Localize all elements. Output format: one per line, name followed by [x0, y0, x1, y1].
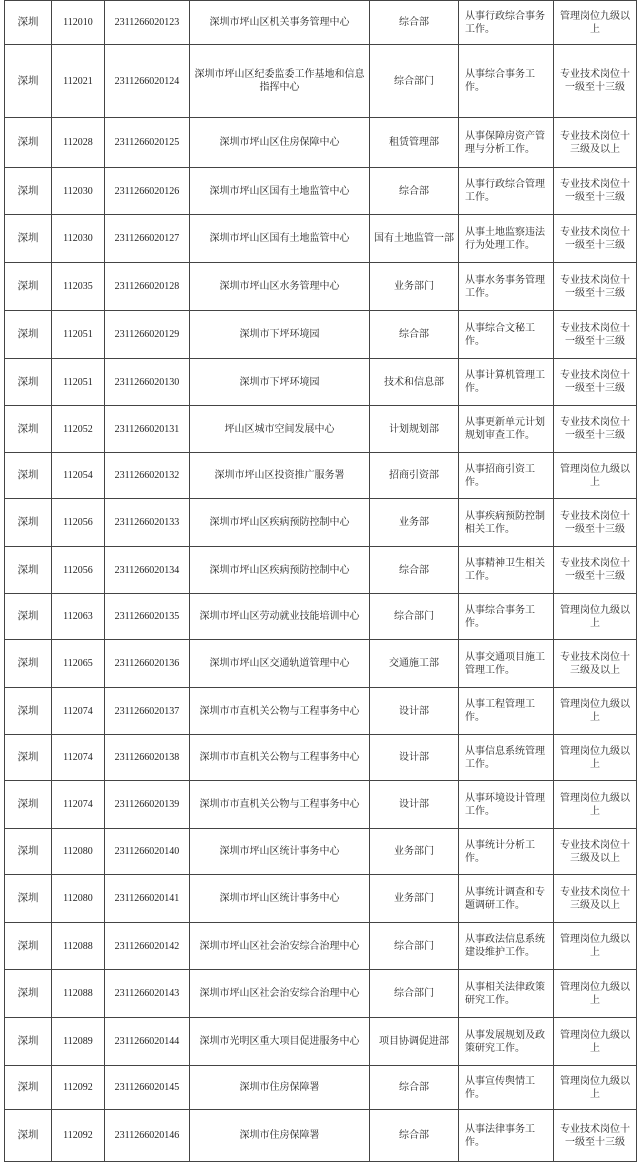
- level-cell: 专业技术岗位十一级至十三级: [554, 45, 637, 118]
- department-cell: 招商引资部: [370, 453, 459, 499]
- table-row: [5, 829, 637, 875]
- unit-code-cell: 112051: [52, 311, 105, 359]
- duty-cell: 从事法律事务工作。: [459, 1110, 554, 1162]
- department-cell: 项目协调促进部: [370, 1018, 459, 1066]
- position-code-cell: 2311266020144: [105, 1018, 190, 1066]
- position-code-cell: 2311266020133: [105, 499, 190, 547]
- unit-name-cell: 深圳市坪山区纪委监委工作基地和信息指挥中心: [190, 45, 370, 118]
- duty-cell: 从事计算机管理工作。: [459, 359, 554, 406]
- position-code-cell: 2311266020124: [105, 45, 190, 118]
- position-code-cell: 2311266020137: [105, 688, 190, 735]
- table-row: [5, 45, 637, 118]
- unit-name-cell: 深圳市坪山区疾病预防控制中心: [190, 547, 370, 594]
- position-code-cell: 2311266020141: [105, 875, 190, 923]
- table-row: [5, 311, 637, 359]
- level-cell: 管理岗位九级以上: [554, 594, 637, 640]
- unit-name-cell: 深圳市坪山区国有土地监管中心: [190, 168, 370, 215]
- unit-code-cell: 112074: [52, 735, 105, 781]
- table-row: [5, 923, 637, 970]
- duty-cell: 从事环境设计管理工作。: [459, 781, 554, 829]
- duty-cell: 从事疾病预防控制相关工作。: [459, 499, 554, 547]
- department-cell: 业务部门: [370, 829, 459, 875]
- unit-code-cell: 112074: [52, 781, 105, 829]
- duty-cell: 从事招商引资工作。: [459, 453, 554, 499]
- department-cell: 综合部门: [370, 923, 459, 970]
- position-code-cell: 2311266020135: [105, 594, 190, 640]
- unit-code-cell: 112056: [52, 547, 105, 594]
- city-cell: 深圳: [5, 970, 52, 1018]
- department-cell: 综合部: [370, 547, 459, 594]
- table-row: [5, 735, 637, 781]
- position-code-cell: 2311266020128: [105, 263, 190, 311]
- unit-name-cell: 深圳市坪山区社会治安综合治理中心: [190, 923, 370, 970]
- department-cell: 技术和信息部: [370, 359, 459, 406]
- unit-code-cell: 112080: [52, 829, 105, 875]
- position-code-cell: 2311266020130: [105, 359, 190, 406]
- unit-code-cell: 112030: [52, 168, 105, 215]
- unit-code-cell: 112021: [52, 45, 105, 118]
- unit-name-cell: 深圳市坪山区投资推广服务署: [190, 453, 370, 499]
- duty-cell: 从事行政综合事务工作。: [459, 1, 554, 45]
- table-row: [5, 875, 637, 923]
- department-cell: 综合部门: [370, 970, 459, 1018]
- city-cell: 深圳: [5, 829, 52, 875]
- table-row: [5, 781, 637, 829]
- table-row: [5, 547, 637, 594]
- position-code-cell: 2311266020131: [105, 406, 190, 453]
- unit-code-cell: 112065: [52, 640, 105, 688]
- unit-code-cell: 112054: [52, 453, 105, 499]
- duty-cell: 从事行政综合管理工作。: [459, 168, 554, 215]
- duty-cell: 从事保障房资产管理与分析工作。: [459, 118, 554, 168]
- city-cell: 深圳: [5, 406, 52, 453]
- department-cell: 交通施工部: [370, 640, 459, 688]
- unit-code-cell: 112056: [52, 499, 105, 547]
- unit-name-cell: 深圳市坪山区社会治安综合治理中心: [190, 970, 370, 1018]
- unit-code-cell: 112092: [52, 1110, 105, 1162]
- position-code-cell: 2311266020143: [105, 970, 190, 1018]
- unit-name-cell: 深圳市住房保障署: [190, 1066, 370, 1110]
- level-cell: 管理岗位九级以上: [554, 781, 637, 829]
- unit-name-cell: 深圳市下坪环境园: [190, 311, 370, 359]
- position-code-cell: 2311266020138: [105, 735, 190, 781]
- department-cell: 业务部: [370, 499, 459, 547]
- city-cell: 深圳: [5, 640, 52, 688]
- duty-cell: 从事交通项目施工管理工作。: [459, 640, 554, 688]
- unit-name-cell: 深圳市下坪环境园: [190, 359, 370, 406]
- city-cell: 深圳: [5, 215, 52, 263]
- level-cell: 管理岗位九级以上: [554, 1066, 637, 1110]
- unit-name-cell: 深圳市坪山区水务管理中心: [190, 263, 370, 311]
- position-code-cell: 2311266020146: [105, 1110, 190, 1162]
- unit-name-cell: 深圳市市直机关公物与工程事务中心: [190, 781, 370, 829]
- unit-name-cell: 深圳市坪山区劳动就业技能培训中心: [190, 594, 370, 640]
- unit-code-cell: 112063: [52, 594, 105, 640]
- level-cell: 专业技术岗位十一级至十三级: [554, 168, 637, 215]
- level-cell: 专业技术岗位十一级至十三级: [554, 311, 637, 359]
- level-cell: 管理岗位九级以上: [554, 970, 637, 1018]
- position-code-cell: 2311266020136: [105, 640, 190, 688]
- department-cell: 综合部门: [370, 594, 459, 640]
- city-cell: 深圳: [5, 1018, 52, 1066]
- table-row: [5, 263, 637, 311]
- level-cell: 管理岗位九级以上: [554, 923, 637, 970]
- department-cell: 综合部: [370, 311, 459, 359]
- table-row: [5, 970, 637, 1018]
- table-body: [5, 1, 637, 1162]
- city-cell: 深圳: [5, 499, 52, 547]
- unit-code-cell: 112051: [52, 359, 105, 406]
- table-row: [5, 1, 637, 45]
- level-cell: 专业技术岗位十一级至十三级: [554, 406, 637, 453]
- position-code-cell: 2311266020140: [105, 829, 190, 875]
- department-cell: 设计部: [370, 735, 459, 781]
- city-cell: 深圳: [5, 311, 52, 359]
- table-row: [5, 168, 637, 215]
- level-cell: 专业技术岗位十三级及以上: [554, 640, 637, 688]
- level-cell: 专业技术岗位十一级至十三级: [554, 359, 637, 406]
- positions-table: [4, 0, 637, 1162]
- position-code-cell: 2311266020127: [105, 215, 190, 263]
- table-row: [5, 594, 637, 640]
- department-cell: 综合部: [370, 1, 459, 45]
- duty-cell: 从事统计分析工作。: [459, 829, 554, 875]
- duty-cell: 从事工程管理工作。: [459, 688, 554, 735]
- duty-cell: 从事综合事务工作。: [459, 594, 554, 640]
- level-cell: 专业技术岗位十三级及以上: [554, 118, 637, 168]
- unit-name-cell: 深圳市市直机关公物与工程事务中心: [190, 688, 370, 735]
- unit-name-cell: 深圳市坪山区统计事务中心: [190, 829, 370, 875]
- department-cell: 计划规划部: [370, 406, 459, 453]
- duty-cell: 从事政法信息系统建设维护工作。: [459, 923, 554, 970]
- unit-name-cell: 深圳市坪山区机关事务管理中心: [190, 1, 370, 45]
- unit-code-cell: 112035: [52, 263, 105, 311]
- duty-cell: 从事宣传舆情工作。: [459, 1066, 554, 1110]
- position-code-cell: 2311266020145: [105, 1066, 190, 1110]
- position-code-cell: 2311266020126: [105, 168, 190, 215]
- city-cell: 深圳: [5, 118, 52, 168]
- level-cell: 专业技术岗位十一级至十三级: [554, 499, 637, 547]
- table-row: [5, 1066, 637, 1110]
- city-cell: 深圳: [5, 168, 52, 215]
- unit-name-cell: 深圳市坪山区交通轨道管理中心: [190, 640, 370, 688]
- duty-cell: 从事土地监察违法行为处理工作。: [459, 215, 554, 263]
- unit-code-cell: 112088: [52, 923, 105, 970]
- duty-cell: 从事统计调查和专题调研工作。: [459, 875, 554, 923]
- level-cell: 管理岗位九级以上: [554, 453, 637, 499]
- unit-name-cell: 深圳市住房保障署: [190, 1110, 370, 1162]
- city-cell: 深圳: [5, 688, 52, 735]
- table-row: [5, 215, 637, 263]
- unit-code-cell: 112074: [52, 688, 105, 735]
- duty-cell: 从事精神卫生相关工作。: [459, 547, 554, 594]
- city-cell: 深圳: [5, 263, 52, 311]
- position-code-cell: 2311266020139: [105, 781, 190, 829]
- unit-code-cell: 112092: [52, 1066, 105, 1110]
- city-cell: 深圳: [5, 359, 52, 406]
- department-cell: 设计部: [370, 781, 459, 829]
- table-row: [5, 118, 637, 168]
- duty-cell: 从事信息系统管理工作。: [459, 735, 554, 781]
- unit-name-cell: 深圳市坪山区疾病预防控制中心: [190, 499, 370, 547]
- duty-cell: 从事发展规划及政策研究工作。: [459, 1018, 554, 1066]
- level-cell: 管理岗位九级以上: [554, 1018, 637, 1066]
- unit-code-cell: 112088: [52, 970, 105, 1018]
- department-cell: 业务部门: [370, 875, 459, 923]
- duty-cell: 从事更新单元计划规划审查工作。: [459, 406, 554, 453]
- city-cell: 深圳: [5, 735, 52, 781]
- level-cell: 专业技术岗位十一级至十三级: [554, 1110, 637, 1162]
- position-code-cell: 2311266020129: [105, 311, 190, 359]
- department-cell: 租赁管理部: [370, 118, 459, 168]
- city-cell: 深圳: [5, 1, 52, 45]
- level-cell: 管理岗位九级以上: [554, 688, 637, 735]
- unit-name-cell: 深圳市坪山区住房保障中心: [190, 118, 370, 168]
- duty-cell: 从事综合文秘工作。: [459, 311, 554, 359]
- unit-code-cell: 112030: [52, 215, 105, 263]
- department-cell: 综合部: [370, 1110, 459, 1162]
- city-cell: 深圳: [5, 45, 52, 118]
- position-code-cell: 2311266020132: [105, 453, 190, 499]
- city-cell: 深圳: [5, 781, 52, 829]
- unit-name-cell: 深圳市坪山区统计事务中心: [190, 875, 370, 923]
- table-row: [5, 688, 637, 735]
- level-cell: 专业技术岗位十一级至十三级: [554, 547, 637, 594]
- city-cell: 深圳: [5, 1066, 52, 1110]
- unit-code-cell: 112089: [52, 1018, 105, 1066]
- level-cell: 管理岗位九级以上: [554, 1, 637, 45]
- city-cell: 深圳: [5, 547, 52, 594]
- department-cell: 综合部: [370, 168, 459, 215]
- city-cell: 深圳: [5, 1110, 52, 1162]
- department-cell: 国有土地监管一部: [370, 215, 459, 263]
- table-row: [5, 1018, 637, 1066]
- city-cell: 深圳: [5, 453, 52, 499]
- position-code-cell: 2311266020142: [105, 923, 190, 970]
- city-cell: 深圳: [5, 594, 52, 640]
- level-cell: 专业技术岗位十三级及以上: [554, 875, 637, 923]
- table-row: [5, 406, 637, 453]
- city-cell: 深圳: [5, 875, 52, 923]
- position-code-cell: 2311266020134: [105, 547, 190, 594]
- duty-cell: 从事水务事务管理工作。: [459, 263, 554, 311]
- city-cell: 深圳: [5, 923, 52, 970]
- duty-cell: 从事相关法律政策研究工作。: [459, 970, 554, 1018]
- department-cell: 综合部: [370, 1066, 459, 1110]
- table-row: [5, 640, 637, 688]
- duty-cell: 从事综合事务工作。: [459, 45, 554, 118]
- department-cell: 设计部: [370, 688, 459, 735]
- level-cell: 专业技术岗位十一级至十三级: [554, 263, 637, 311]
- level-cell: 专业技术岗位十三级及以上: [554, 829, 637, 875]
- level-cell: 专业技术岗位十一级至十三级: [554, 215, 637, 263]
- unit-code-cell: 112010: [52, 1, 105, 45]
- unit-name-cell: 坪山区城市空间发展中心: [190, 406, 370, 453]
- unit-code-cell: 112080: [52, 875, 105, 923]
- table-row: [5, 453, 637, 499]
- table-row: [5, 499, 637, 547]
- position-code-cell: 2311266020125: [105, 118, 190, 168]
- unit-name-cell: 深圳市市直机关公物与工程事务中心: [190, 735, 370, 781]
- department-cell: 综合部门: [370, 45, 459, 118]
- position-code-cell: 2311266020123: [105, 1, 190, 45]
- unit-code-cell: 112052: [52, 406, 105, 453]
- department-cell: 业务部门: [370, 263, 459, 311]
- unit-name-cell: 深圳市光明区重大项目促进服务中心: [190, 1018, 370, 1066]
- table-row: [5, 359, 637, 406]
- unit-code-cell: 112028: [52, 118, 105, 168]
- level-cell: 管理岗位九级以上: [554, 735, 637, 781]
- unit-name-cell: 深圳市坪山区国有土地监管中心: [190, 215, 370, 263]
